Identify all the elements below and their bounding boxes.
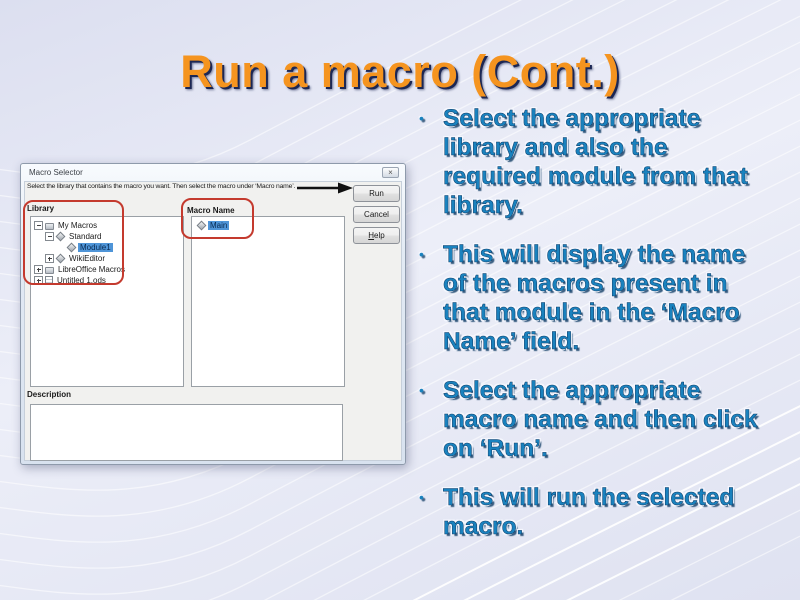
dialog-title: Macro Selector: [29, 168, 83, 177]
macro-name-list[interactable]: [191, 216, 345, 387]
dialog-titlebar[interactable]: [21, 164, 405, 181]
annotation-box-macro-name: [181, 198, 254, 239]
tree-item-label: WikiEditor: [69, 254, 106, 263]
bullet-item: [412, 240, 764, 356]
tree-item-label: My Macros: [58, 221, 98, 230]
page-title: Run a macro (Cont.): [180, 46, 620, 97]
macro-selector-dialog: [20, 163, 406, 465]
tree-item-label: Untitled 1.ods: [57, 276, 106, 285]
bullet-marker: •: [419, 110, 424, 126]
bullet-text: This will run the selected macro.: [443, 484, 735, 540]
tree-item-label: Module1: [80, 243, 111, 252]
bullet-item: [412, 104, 764, 220]
tree-item-label: LibreOffice Macros: [58, 265, 125, 274]
library-label: Library: [27, 204, 55, 213]
annotation-arrow-icon: [297, 181, 355, 195]
description-box: [30, 404, 343, 461]
dialog-instruction: Select the library that contains the macro you want. Then select the macro under ‘Macro name’.: [27, 183, 296, 190]
bullet-list: [412, 104, 764, 561]
bullet-marker: •: [419, 489, 424, 505]
cancel-button[interactable]: Cancel: [353, 206, 400, 223]
macro-name-label: Macro Name: [187, 206, 235, 215]
bullet-text: Select the appropriate macro name and then click on ‘Run’.: [443, 377, 758, 462]
bullet-item: [412, 376, 764, 463]
close-icon: ×: [388, 168, 393, 177]
tree-item-label: Standard: [69, 232, 102, 241]
tree-item-label: Main: [210, 221, 228, 230]
annotation-box-library: [23, 200, 124, 285]
help-button[interactable]: Help: [353, 227, 400, 244]
close-button[interactable]: [382, 167, 399, 178]
bullet-text: Select the appropriate library and also the required module from that library.: [443, 105, 748, 219]
bullet-marker: •: [419, 382, 424, 398]
description-label: Description: [27, 390, 72, 399]
run-button[interactable]: Run: [353, 185, 400, 202]
bullet-item: [412, 483, 764, 541]
bullet-marker: •: [419, 246, 424, 262]
bullet-text: This will display the name of the macros present in that module in the ‘Macro Name’ field.: [443, 241, 746, 355]
